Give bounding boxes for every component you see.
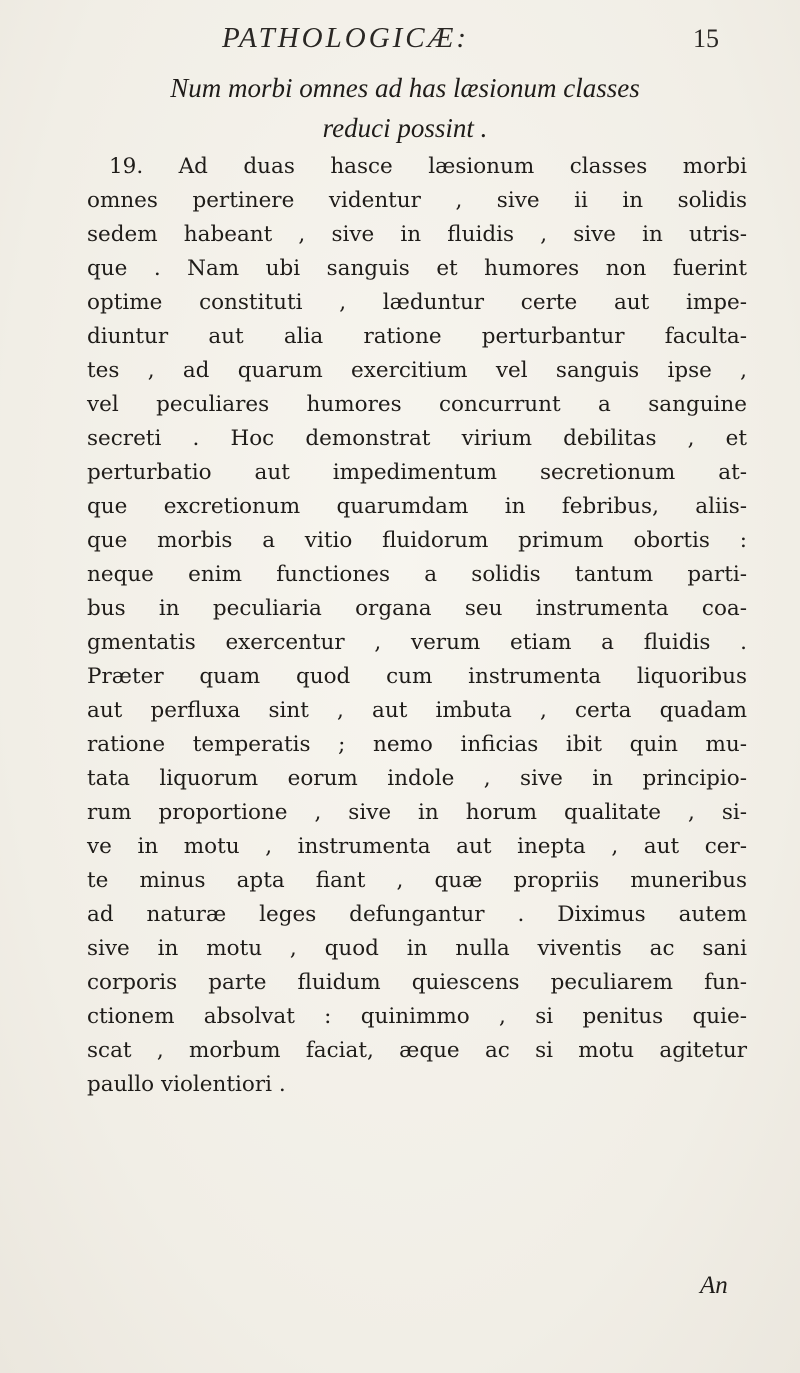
text-line: omnes pertinere videntur , sive ii in solidis <box>87 188 747 213</box>
text-line: paullo violentiori . <box>87 1072 286 1097</box>
catchword: An <box>700 1272 728 1299</box>
text-line: ratione temperatis ; nemo inficias ibit quin mu- <box>87 732 747 757</box>
text-line: que morbis a vitio fluidorum primum obortis : <box>87 528 747 553</box>
text-line: scat , morbum faciat, æque ac si motu agitetur <box>87 1038 747 1063</box>
section-heading-line-2: reduci possint . <box>322 113 488 143</box>
text-line: que . Nam ubi sanguis et humores non fuerint <box>87 256 747 281</box>
text-line: ve in motu , instrumenta aut inepta , aut cer- <box>87 834 747 859</box>
section-heading-line-1: Num morbi omnes ad has læsionum classes <box>170 73 640 103</box>
running-title: PATHOLOGICÆ: <box>222 22 470 54</box>
text-line: que excretionum quarumdam in febribus, aliis- <box>87 494 747 519</box>
page-number: 15 <box>693 24 719 53</box>
text-line: tata liquorum eorum indole , sive in principio- <box>87 766 747 791</box>
text-line: tes , ad quarum exercitium vel sanguis ipse , <box>87 358 747 383</box>
text-line: 19. Ad duas hasce læsionum classes morbi <box>109 154 747 179</box>
running-head <box>0 14 800 64</box>
text-line: rum proportione , sive in horum qualitate , si- <box>87 800 747 825</box>
text-line: sive in motu , quod in nulla viventis ac sani <box>87 936 747 961</box>
text-line: sedem habeant , sive in fluidis , sive in utris- <box>87 222 747 247</box>
text-line: corporis parte fluidum quiescens peculiarem fun- <box>87 970 747 995</box>
text-line: secreti . Hoc demonstrat virium debilitas , et <box>87 426 747 451</box>
text-line: bus in peculiaria organa seu instrumenta coa- <box>87 596 747 621</box>
text-line: te minus apta fiant , quæ propriis muneribus <box>87 868 747 893</box>
text-line: gmentatis exercentur , verum etiam a fluidis . <box>87 630 747 655</box>
section-heading <box>80 68 730 148</box>
text-line: Præter quam quod cum instrumenta liquoribus <box>87 664 747 689</box>
text-line: neque enim functiones a solidis tantum parti- <box>87 562 747 587</box>
text-line: perturbatio aut impedimentum secretionum at- <box>87 460 747 485</box>
paragraph-19 <box>87 150 747 1102</box>
text-line: vel peculiares humores concurrunt a sanguine <box>87 392 747 417</box>
text-line: ad naturæ leges defungantur . Diximus autem <box>87 902 747 927</box>
text-line: optime constituti , læduntur certe aut impe- <box>87 290 747 315</box>
text-line: ctionem absolvat : quinimmo , si penitus quie- <box>87 1004 747 1029</box>
text-line: diuntur aut alia ratione perturbantur faculta- <box>87 324 747 349</box>
text-line: aut perfluxa sint , aut imbuta , certa quadam <box>87 698 747 723</box>
